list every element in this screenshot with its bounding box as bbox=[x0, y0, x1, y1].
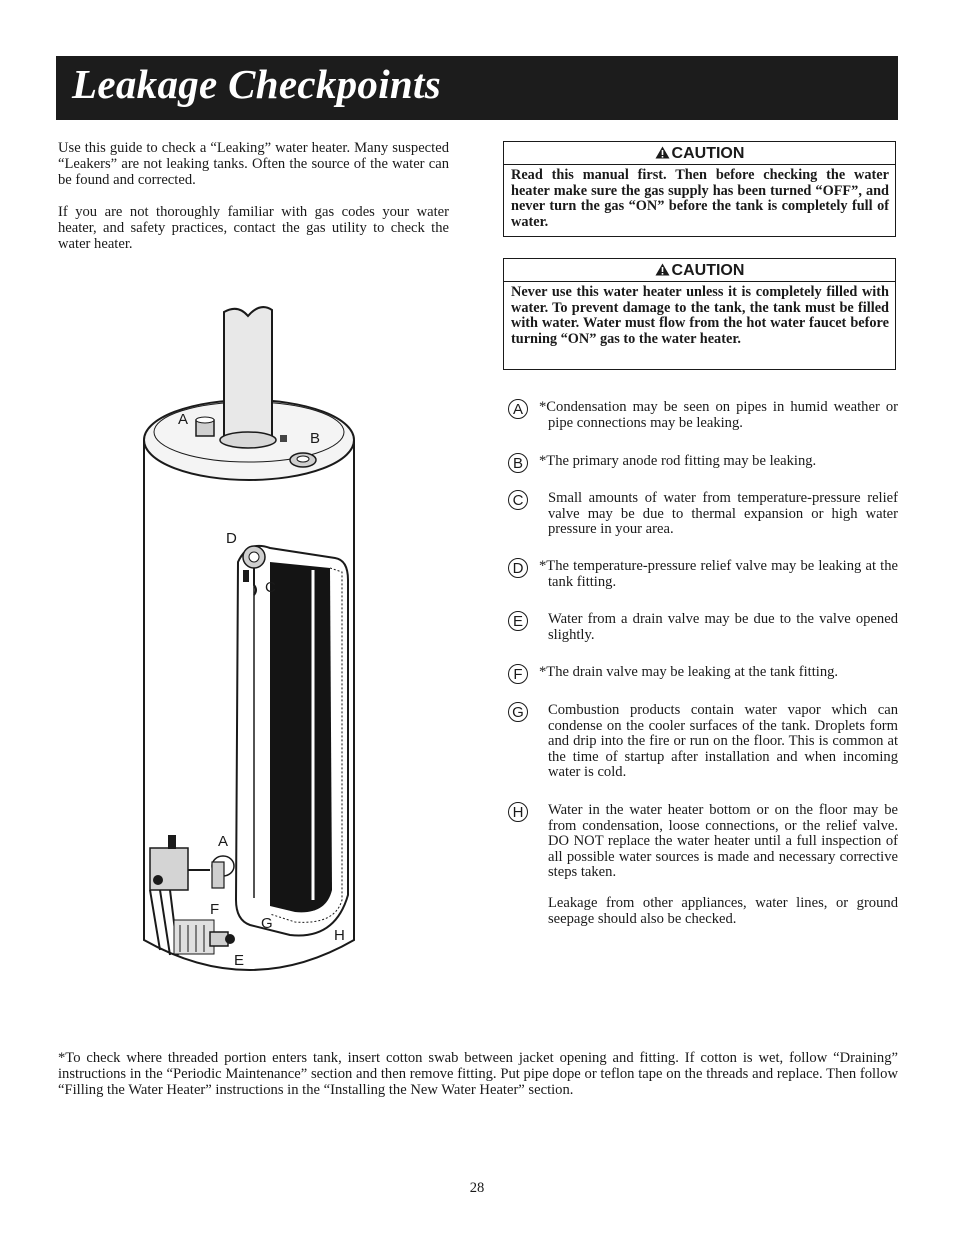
intro-paragraph-1: Use this guide to check a “Leaking” water heater. Many suspected “Leakers” are not leaking tanks. Often the source of the water can be found and corrected. bbox=[58, 140, 449, 188]
checkpoint-text: Combustion products contain water vapor which can condense on the cooler surfaces of the tank. Droplets form and drip into the fire or run on the floor. This is common at the time of startup after installation and when incoming water is cold. bbox=[548, 702, 898, 781]
caution-box-2 bbox=[503, 258, 896, 370]
checkpoint-letter-badge: F bbox=[508, 664, 528, 684]
callout-h: H bbox=[334, 927, 345, 944]
checkpoint-letter-badge: C bbox=[508, 490, 528, 510]
small-fitting bbox=[280, 435, 287, 442]
title-bar bbox=[56, 56, 898, 120]
checkpoint-text: *The primary anode rod fitting may be leaking. bbox=[539, 453, 817, 469]
checkpoint-letter-badge: A bbox=[508, 399, 528, 419]
caution-text-1: Read this manual first. Then before checking the water heater make sure the gas supply has been turned “OFF”, and never turn the gas “ON” before the tank is completely full of water. bbox=[511, 167, 889, 230]
warning-triangle-icon bbox=[655, 263, 670, 276]
callout-a-top: A bbox=[178, 411, 189, 428]
caution-header-2 bbox=[504, 259, 895, 282]
caution-heading-2: CAUTION bbox=[671, 262, 745, 279]
checkpoint-letter-badge: B bbox=[508, 453, 528, 473]
checkpoint-text: *The temperature-pressure relief valve may be leaking at the tank fitting. bbox=[539, 558, 898, 590]
intro-paragraph-2: If you are not thoroughly familiar with gas codes your water heater, and safety practices, contact the gas utility to check the water heater. bbox=[58, 204, 449, 252]
caution-text-2: Never use this water heater unless it is completely filled with water. To prevent damage to the tank, the tank must be filled with water. Water must flow from the hot water faucet before turning “ON” gas to the water heater. bbox=[511, 284, 889, 347]
checkpoint-letter-badge: E bbox=[508, 611, 528, 631]
checkpoint-letter-badge: H bbox=[508, 802, 528, 822]
checkpoint-letter-badge: D bbox=[508, 558, 528, 578]
intro-text bbox=[58, 140, 449, 268]
checkpoint-text: Water from a drain valve may be due to the valve opened slightly. bbox=[548, 611, 898, 643]
checkpoint-text bbox=[548, 803, 898, 942]
footnote: *To check where threaded portion enters tank, insert cotton swab between jacket opening and fitting. If cotton is wet, follow “Draining” instructions in the “Periodic Maintenance” section and then remove fitting. Put pipe dope or teflon tape on the threads and replace. Then follow “Filling the Water Heater” instructions in the “Installing the New Water Heater” section. bbox=[58, 1050, 898, 1098]
checkpoint-text: Small amounts of water from temperature-pressure relief valve may be due to thermal expansion or high water pressure in your area. bbox=[548, 490, 898, 538]
water-heater-diagram bbox=[130, 300, 380, 1000]
checkpoint-h-paragraph-1: Water in the water heater bottom or on the floor may be from condensation, loose connections, or the relief valve. DO NOT replace the water heater until a full inspection of all possible water sources is made and necessary corrective steps taken. bbox=[548, 802, 898, 881]
checkpoint-h-paragraph-2: Leakage from other appliances, water lines, or ground seepage should also be checked. bbox=[548, 894, 898, 927]
checkpoint-text: *Condensation may be seen on pipes in humid weather or pipe connections may be leaking. bbox=[539, 399, 898, 431]
warning-triangle-icon bbox=[655, 146, 670, 159]
caution-heading-1: CAUTION bbox=[671, 145, 745, 162]
caution-box-1 bbox=[503, 141, 896, 237]
flue-pipe bbox=[224, 307, 272, 440]
checkpoint-text: *The drain valve may be leaking at the tank fitting. bbox=[539, 664, 839, 680]
page-title: Leakage Checkpoints bbox=[72, 61, 441, 107]
callout-f: F bbox=[210, 901, 220, 918]
callout-b: B bbox=[310, 430, 321, 447]
callout-d: D bbox=[226, 530, 237, 547]
tank-interior bbox=[270, 562, 332, 912]
callout-g: G bbox=[261, 915, 273, 932]
callout-c: C bbox=[265, 579, 276, 596]
callout-e: E bbox=[234, 952, 245, 969]
caution-header-1 bbox=[504, 142, 895, 165]
page-number: 28 bbox=[469, 1180, 485, 1196]
checkpoint-letter-badge: G bbox=[508, 702, 528, 722]
callout-a-bottom: A bbox=[218, 833, 229, 850]
